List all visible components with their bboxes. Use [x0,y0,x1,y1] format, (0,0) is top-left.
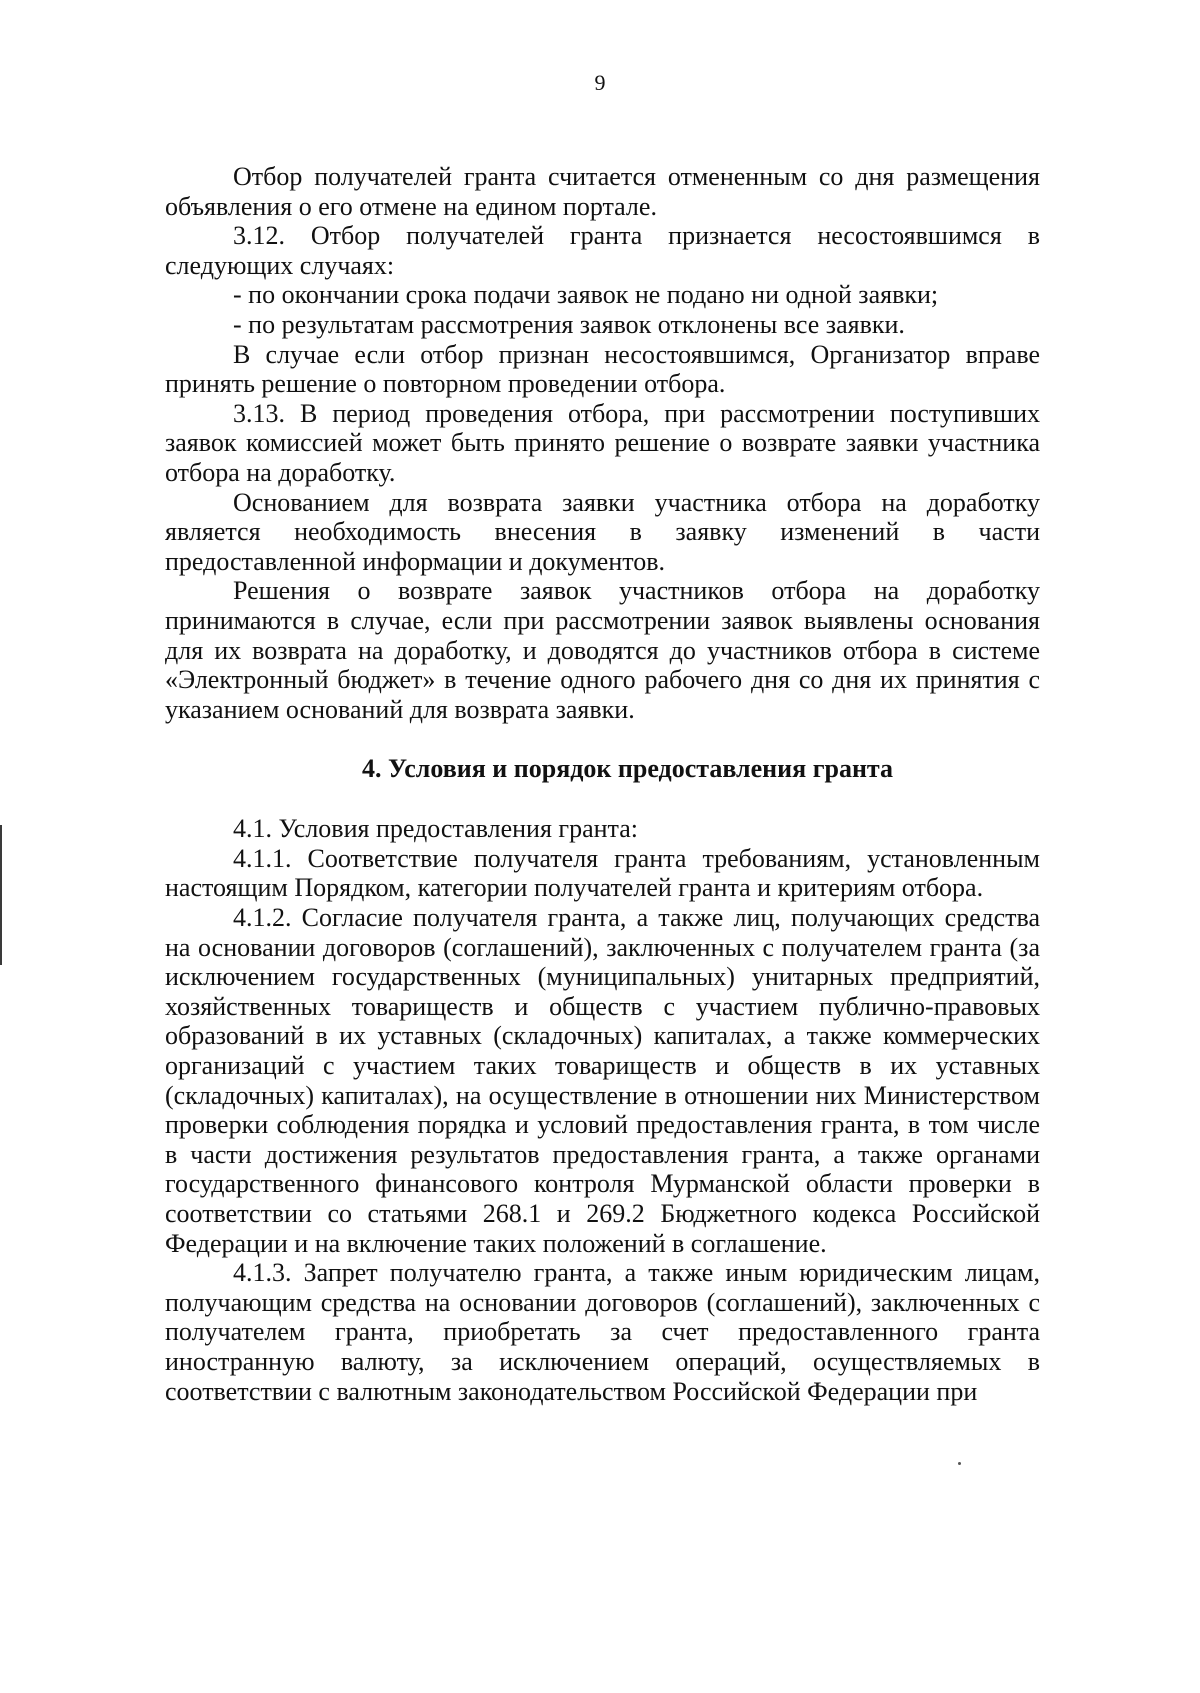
section-heading: 4. Условия и порядок предоставления гранта [361,754,894,784]
scan-edge-mark [0,825,2,965]
list-item-no-applications: - по окончании срока подачи заявок не подано ни одной заявки; [233,280,939,310]
paragraph-3-13: 3.13. В период проведения отбора, при рассмотрении поступивших заявок комиссией может быть принято решение о возврате заявки участника отбора на доработку. [165,398,1040,487]
paragraph-4-1: 4.1. Условия предоставления гранта: [233,814,638,844]
page-number: 9 [594,70,606,95]
list-item-all-rejected: - по результатам рассмотрения заявок отклонены все заявки. [233,309,905,339]
document-body [165,162,1040,1406]
paragraph-repeat-selection: В случае если отбор признан несостоявшимся, Организатор вправе принять решение о повторном проведении отбора. [165,339,1040,399]
scan-dot [958,1462,961,1465]
paragraph-4-1-1: 4.1.1. Соответствие получателя гранта требованиям, установленным настоящим Порядком, категории получателей гранта и критериям отбора. [165,843,1040,903]
paragraph-4-1-3: 4.1.3. Запрет получателю гранта, а также иным юридическим лицам, получающим средства на основании договоров (соглашений), заключенных с получателем гранта, приобретать за счет предоставленного гранта иностранную валюту, за исключением операций, осуществляемых в соответствии с валютным законодательством Российской Федерации при [165,1258,1040,1406]
paragraph-3-12: 3.12. Отбор получателей гранта признается несостоявшимся в следующих случаях: [165,221,1040,280]
paragraph-4-1-2: 4.1.2. Согласие получателя гранта, а также лиц, получающих средства на основании договоров (соглашений), заключенных с получателем гранта (за исключением государственных (муниципальных) унитарных предприятий, хозяйственных товариществ и обществ с участием публично-правовых образований в их уставных (складочных) капиталах, а также коммерческих организаций с участием таких товариществ и обществ в их уставных (складочных) капиталах), на осуществление в отношении них Министерством проверки соблюдения порядка и условий предоставления гранта, в том числе в части достижения результатов предоставления гранта, а также органами государственного финансового контроля Мурманской области проверки в соответствии со статьями 268.1 и 269.2 Бюджетного кодекса Российской Федерации и на включение таких положений в соглашение. [165,903,1040,1258]
paragraph-return-grounds: Основанием для возврата заявки участника отбора на доработку является необходимость внесения в заявку изменений в части предоставленной информации и документов. [165,487,1040,576]
paragraph-return-decisions: Решения о возврате заявок участников отбора на доработку принимаются в случае, если при рассмотрении заявок выявлены основания для их возврата на доработку, и доводятся до участников отбора в системе «Электронный бюджет» в течение одного рабочего дня со дня их принятия с указанием оснований для возврата заявки. [165,576,1040,724]
paragraph-selection-cancelled: Отбор получателей гранта считается отмененным со дня размещения объявления о его отмене на едином портале. [165,162,1040,221]
